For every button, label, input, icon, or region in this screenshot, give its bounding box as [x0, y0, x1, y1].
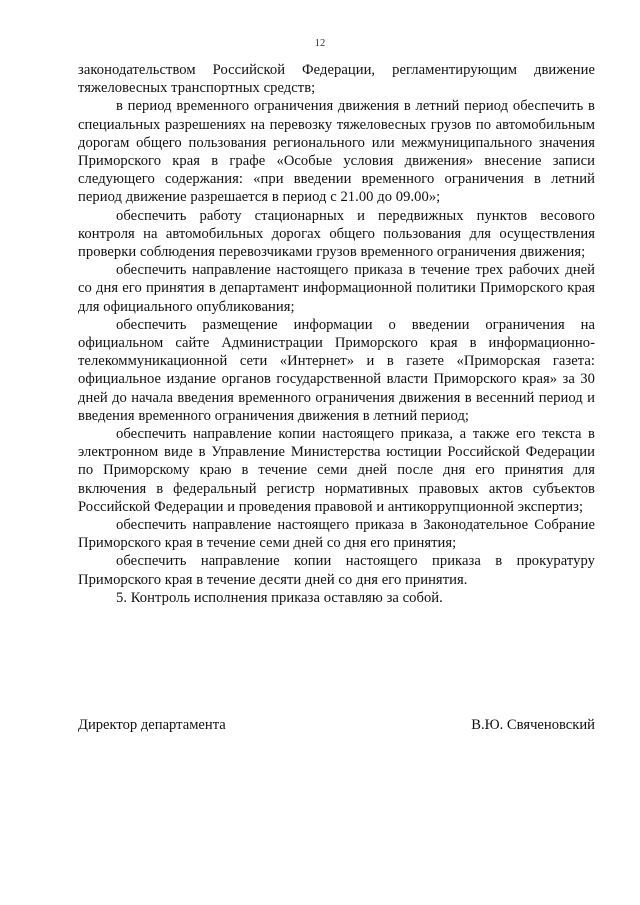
signatory-position: Директор департамента [78, 717, 226, 733]
paragraph-control-clause: 5. Контроль исполнения приказа оставляю за собой. [116, 589, 443, 606]
paragraph-publication: обеспечить направление настоящего приказа в течение трех рабочих дней со дня его принятия в департамент информационной политики Приморского края для официального опубликования; [78, 262, 595, 315]
page-number: 12 [314, 38, 326, 49]
signature-block [78, 716, 595, 734]
signatory-name: В.Ю. Свяченовский [471, 717, 595, 733]
paragraph-information-posting: обеспечить размещение информации о введении ограничения на официальном сайте Администрации Приморского края в информационно-телекоммуникационной сети «Интернет» и в газете «Приморская газета: официальное издание органов государственной власти Приморского края» за 30 дней до начала введения временного ограничения движения в весенний период и введения временного ограничения движения в летний период; [78, 316, 595, 424]
paragraph-legislative-assembly: обеспечить направление настоящего приказа в Законодательное Собрание Приморского края в течение семи дней со дня его принятия; [78, 517, 595, 552]
paragraph-special-permits: в период временного ограничения движения в летний период обеспечить в специальных разрешениях на перевозку тяжеловесных грузов по автомобильным дорогам общего пользования регионального или межмуниципального значения Приморского края в графе «Особые условия движения» внесение записи следующего содержания: «при введении временного ограничения в летний период движение разрешается в период с 21.00 до 09.00»; [78, 98, 595, 206]
document-body [78, 61, 595, 607]
paragraph-prosecutor: обеспечить направление копии настоящего приказа в прокуратуру Приморского края в течение десяти дней со дня его принятия. [78, 553, 595, 588]
paragraph-continuation: законодательством Российской Федерации, регламентирующим движение тяжеловесных транспортных средств; [78, 62, 595, 97]
paragraph-ministry-of-justice: обеспечить направление копии настоящего приказа, а также его текста в электронном виде в Управление Министерства юстиции Российской Федерации по Приморскому краю в течение семи дней после дня его принятия для включения в федеральный регистр нормативных правовых актов субъектов Российской Федерации и проведения правовой и антикоррупционной экспертиз; [78, 426, 595, 515]
paragraph-weight-control: обеспечить работу стационарных и передвижных пунктов весового контроля на автомобильных дорогах общего пользования для осуществления проверки соблюдения перевозчиками грузов временного ограничения движения; [78, 207, 595, 261]
